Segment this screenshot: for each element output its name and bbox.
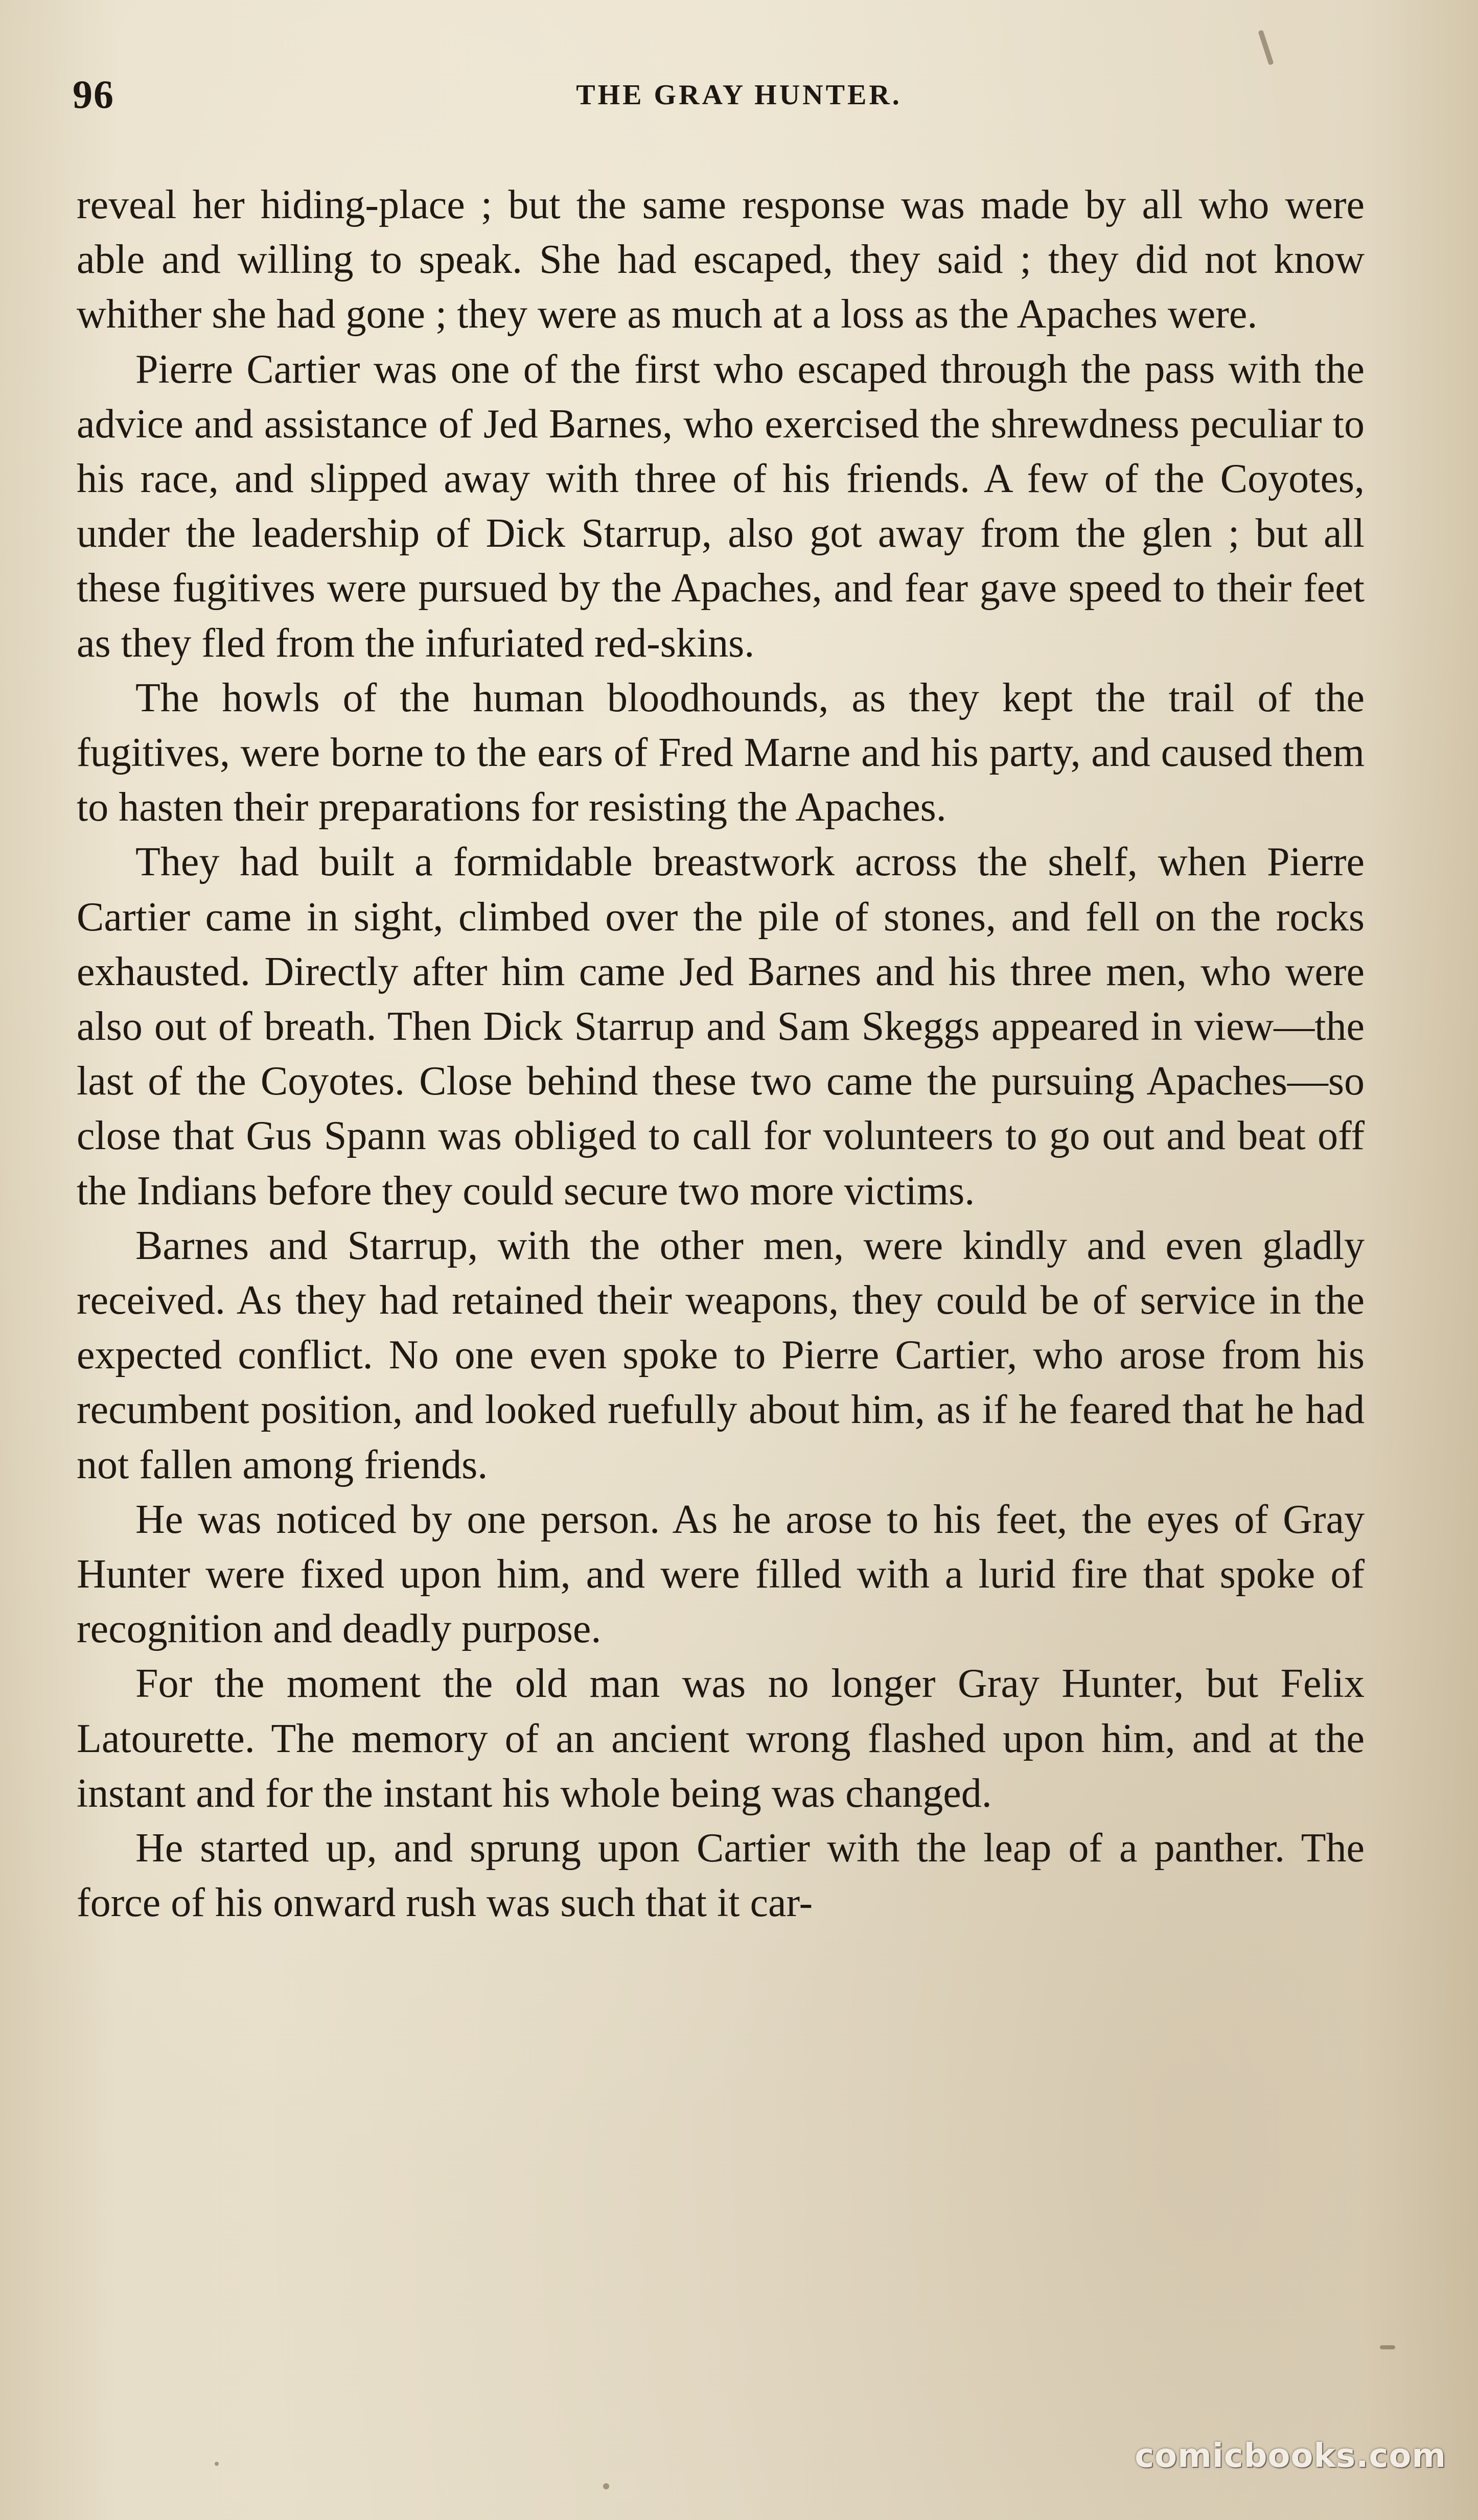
paragraph: The howls of the human bloodhounds, as they kept the trail of the fugitives, were borne to the ears of Fred Marne and his party, and caused them to hasten their preparations for resisting the Apaches. bbox=[77, 675, 1365, 830]
watermark: comicbooks.com bbox=[1135, 2437, 1446, 2475]
body-text bbox=[77, 178, 1365, 1931]
paragraph: For the moment the old man was no longer Gray Hunter, but Felix Latourette. The memory of an ancient wrong flashed upon him, and at the instant and for the instant his whole being was changed. bbox=[77, 1661, 1365, 1816]
paragraph: reveal her hiding-place ; but the same response was made by all who were able and willing to speak. She had escaped, they said ; they did not know whither she had gone ; they were as much at a loss as the Apaches were. bbox=[77, 182, 1365, 337]
paper-speck bbox=[215, 2462, 219, 2466]
paper-speck bbox=[1380, 2345, 1395, 2349]
paragraph: He started up, and sprung upon Cartier with the leap of a panther. The force of his onward rush was such that it car- bbox=[77, 1826, 1365, 1926]
paragraph: Barnes and Starrup, with the other men, were kindly and even gladly received. As they had retained their weapons, they could be of service in the expected conflict. No one even spoke to Pierre Cartier, who arose from his recumbent position, and looked ruefully about him, as if he feared that he had not fallen among friends. bbox=[77, 1223, 1365, 1487]
page-header bbox=[0, 72, 1478, 128]
page-number: 96 bbox=[73, 72, 114, 116]
paragraph: He was noticed by one person. As he arose to his feet, the eyes of Gray Hunter were fixed upon him, and were filled with a lurid fire that spoke of recognition and deadly purpose. bbox=[77, 1497, 1365, 1652]
paragraph: Pierre Cartier was one of the first who escaped through the pass with the advice and assistance of Jed Barnes, who exercised the shrewdness peculiar to his race, and slipped away with three of his friends. A few of the Coyotes, under the leadership of Dick Starrup, also got away from the glen ; but all these fugitives were pursued by the Apaches, and fear gave speed to their feet as they fled from the infuriated red-skins. bbox=[77, 346, 1365, 666]
running-head: THE GRAY HUNTER. bbox=[576, 79, 902, 111]
paper-speck bbox=[603, 2483, 609, 2489]
paragraph: They had built a formidable breastwork across the shelf, when Pierre Cartier came in sight, climbed over the pile of stones, and fell on the rocks exhausted. Directly after him came Jed Barnes and his three men, who were also out of breath. Then Dick Starrup and Sam Skeggs appeared in view—the last of the Coyotes. Close behind these two came the pursuing Apaches—so close that Gus Spann was obliged to call for volunteers to go out and beat off the Indians before they could secure two more victims. bbox=[77, 839, 1365, 1214]
paper-speck bbox=[1258, 30, 1274, 65]
